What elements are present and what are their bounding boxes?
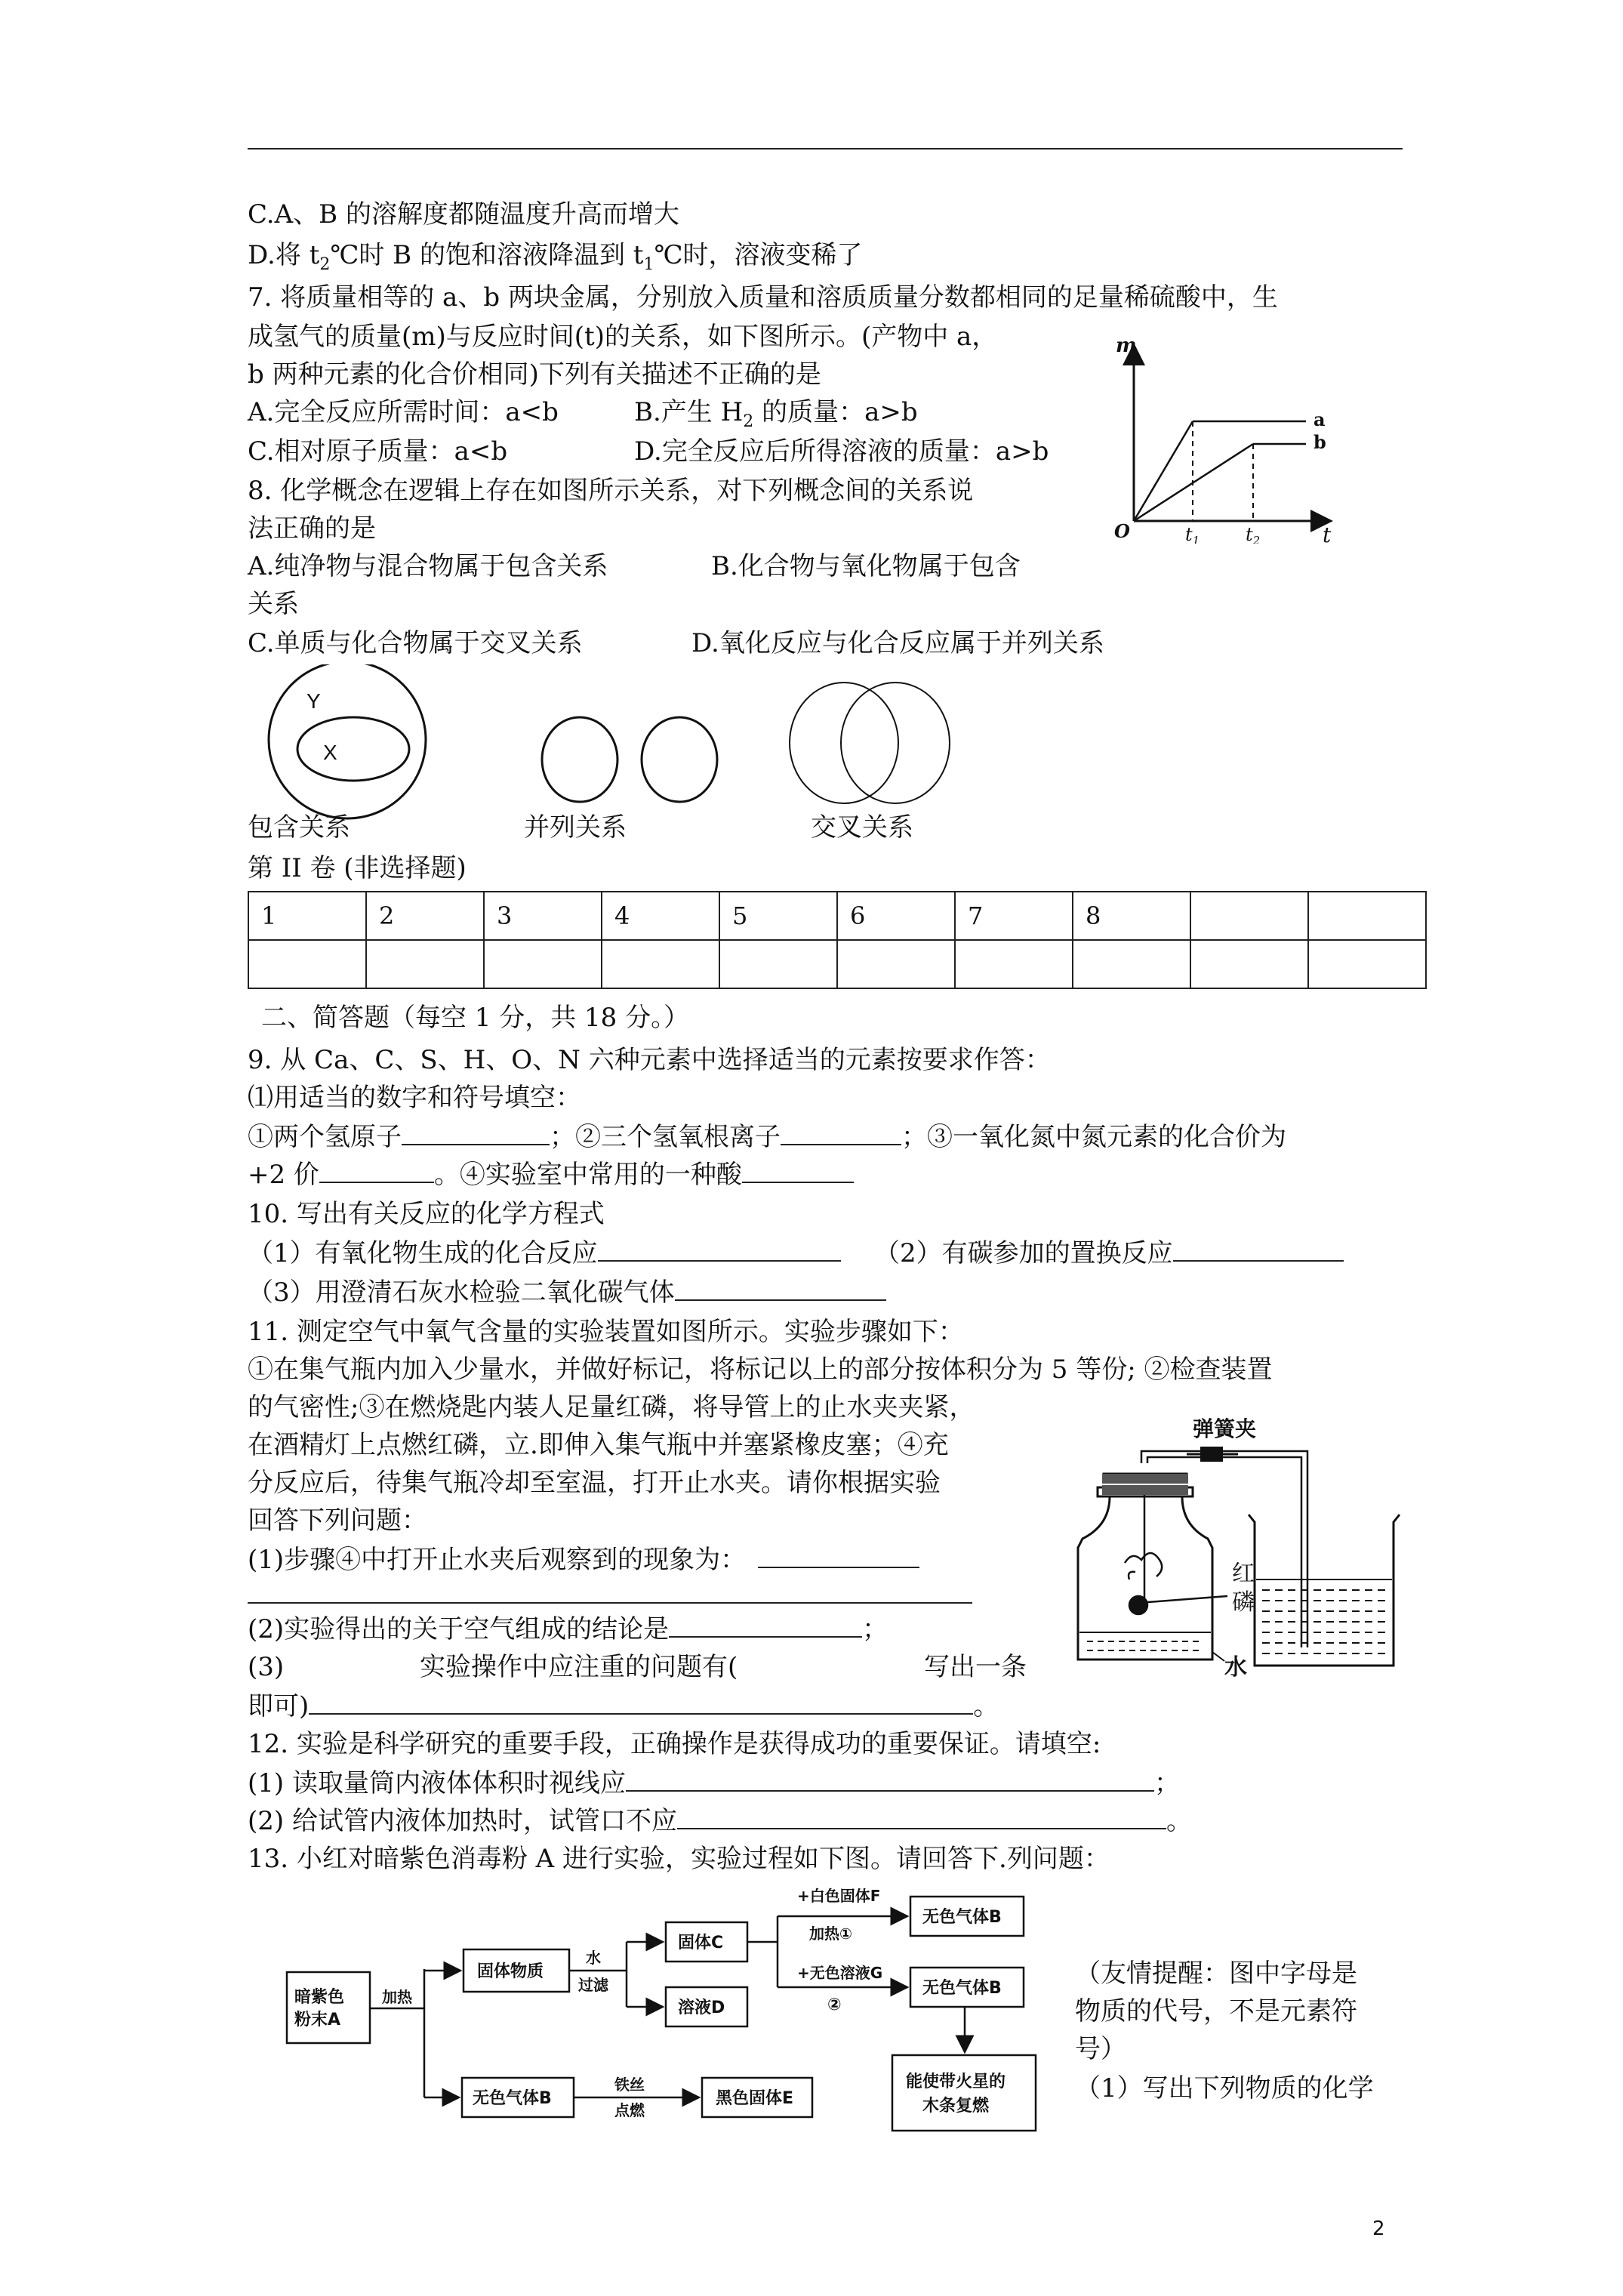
phosphorus-pointer: [1147, 1596, 1227, 1602]
q11-question-3-hint: 写出一条: [924, 1652, 1027, 1682]
answer-cell[interactable]: [719, 940, 837, 988]
q9-line4: +2 价 。④实验室中常用的一种酸: [248, 1158, 854, 1191]
q11-blank-2[interactable]: [669, 1613, 862, 1638]
answer-cell[interactable]: [955, 940, 1073, 988]
q7-stem-line3: b 两种元素的化合价相同)下列有关描述不正确的是: [248, 359, 821, 390]
water-label: 水: [1224, 1654, 1247, 1681]
gas-b-top-label: 无色气体B: [922, 1908, 1002, 1927]
q11-blank-3[interactable]: [309, 1690, 973, 1715]
q11-step-line2: ①在集气瓶内加入少量水，并做好标记，将标记以上的部分按体积分为 5 等份; ②检查装置: [248, 1354, 1273, 1385]
q10-part2: （2）有碳参加的置换反应: [874, 1237, 1344, 1270]
water-pointer: [1212, 1652, 1224, 1661]
q11-blank-1[interactable]: [758, 1544, 919, 1568]
q7-option-c: C.相对原子质量：a<b: [248, 436, 508, 467]
q9-line3: ①两个氢原子 ；②三个氢氧根离子 ；③一氧化氮中氮元素的化合价为: [248, 1122, 1286, 1152]
page-number: 2: [1372, 2217, 1385, 2240]
q10-stem: 10. 写出有关反应的化学方程式: [248, 1199, 605, 1229]
q7-option-a: A.完全反应所需时间：a<b: [248, 397, 559, 427]
filter-label: 过滤: [578, 1976, 608, 1994]
parallel-left-circle: [542, 717, 617, 802]
reagent-g-label: +无色溶液G: [797, 1964, 883, 1982]
answer-cell[interactable]: [1073, 940, 1190, 988]
answer-cell[interactable]: [1190, 940, 1308, 988]
q12-blank-2[interactable]: [677, 1805, 1166, 1829]
t1-label: $t_1$: [1185, 524, 1200, 544]
answer-table: [248, 891, 1427, 989]
q9-sub1: ⑴用适当的数字和符号填空：: [248, 1083, 581, 1113]
q7-option-d: D.完全反应后所得溶液的质量：a>b: [634, 436, 1049, 467]
relight-line2: 木条复燃: [922, 2097, 990, 2116]
powder-a-line2: 粉末A: [294, 2011, 341, 2029]
answer-table-header-cell: 2: [366, 892, 484, 940]
solid-e-label: 黑色固体E: [716, 2089, 794, 2108]
y-axis-label: m: [1116, 334, 1137, 357]
answer-table-header-cell: 3: [484, 892, 602, 940]
venn-label-parallel: 并列关系: [524, 812, 627, 843]
q13-part1: （1）写出下列物质的化学: [1075, 2073, 1374, 2103]
gas-b-bottom-label: 无色气体B: [473, 2089, 552, 2108]
answer-cell[interactable]: [484, 940, 602, 988]
box-relight: [892, 2055, 1036, 2131]
gas-b-mid-label: 无色气体B: [922, 1979, 1002, 1998]
answer-table-header-row: [248, 892, 1426, 940]
q11-stem: 11. 测定空气中氧气含量的实验装置如图所示。实验步骤如下：: [248, 1317, 964, 1347]
venn-label-containment: 包含关系: [248, 812, 350, 843]
answer-cell[interactable]: [366, 940, 484, 988]
phosphorus-label-2: 磷: [1232, 1589, 1255, 1616]
q13-note-line3: 号）: [1075, 2034, 1126, 2064]
q8-option-c: C.单质与化合物属于交叉关系: [248, 628, 583, 658]
q9-blank-2[interactable]: [781, 1121, 901, 1145]
answer-table-header-cell: 4: [602, 892, 719, 940]
containment-inner-ellipse: [297, 717, 409, 781]
q8-stem-line2: 法正确的是: [248, 513, 376, 544]
x-axis-label: t: [1323, 522, 1332, 544]
q8-option-d: D.氧化反应与化合反应属于并列关系: [691, 628, 1104, 658]
q8-stem-line1: 8. 化学概念在逻辑上存在如图所示关系，对下列概念间的关系说: [248, 476, 974, 506]
q10-blank-3[interactable]: [675, 1277, 886, 1301]
combustion-spoon: [1125, 1495, 1162, 1614]
phosphorus-label-1: 红: [1232, 1561, 1255, 1587]
q12-stem: 12. 实验是科学研究的重要手段，正确操作是获得成功的重要保证。请填空:: [248, 1729, 1101, 1759]
cross-right-circle: [841, 683, 950, 803]
heat-1-label: 加热①: [809, 1925, 852, 1943]
q13-note-line2: 物质的代号，不是元素符: [1075, 1996, 1357, 2026]
bottle-water: [1079, 1632, 1211, 1650]
venn-label-cross: 交叉关系: [811, 812, 913, 843]
answer-table-header-cell: 8: [1073, 892, 1190, 940]
iron-wire-label: 铁丝: [614, 2076, 645, 2094]
solid-c-label: 固体C: [678, 1934, 724, 1952]
q10-part1: （1）有氧化物生成的化合反应: [248, 1237, 841, 1270]
q6-option-c: C.A、B 的溶解度都随温度升高而增大: [248, 199, 679, 230]
q11-step-line5: 分反应后，待集气瓶冷却至室温，打开止水夹。请你根据实验: [248, 1468, 941, 1498]
q8-option-b-cont: 关系: [248, 589, 299, 619]
q7-stem-line2: 成氢气的质量(m)与反应时间(t)的关系，如下图所示。(产物中 a，: [248, 322, 998, 352]
q11-blank-1-cont[interactable]: [248, 1602, 972, 1604]
powder-a-line1: 暗紫色: [294, 1988, 345, 2007]
answer-cell[interactable]: [602, 940, 719, 988]
q11-question-3-cont: 即可) 。: [248, 1691, 999, 1721]
q7-stem-line1: 7. 将质量相等的 a、b 两块金属，分别放入质量和溶质质量分数都相同的足量稀硫酸中，生: [248, 282, 1278, 313]
q10-blank-1[interactable]: [598, 1237, 841, 1262]
clamp-label: 弹簧夹: [1193, 1416, 1257, 1441]
step-2-label: ②: [827, 1996, 842, 2014]
q12-part1: (1) 读取量筒内液体体积时视线应 ；: [248, 1768, 1180, 1798]
q7-option-b: B.产生 $H_2$ 的质量：a>b: [634, 397, 918, 431]
q13-note-line1: （友情提醒：图中字母是: [1075, 1959, 1357, 1989]
water-label: 水: [586, 1949, 601, 1967]
answer-table-header-cell: 5: [719, 892, 837, 940]
parallel-right-circle: [642, 717, 717, 802]
containment-outer-circle: [269, 664, 426, 818]
set-x-label: X: [323, 741, 337, 764]
ignite-label: 点燃: [614, 2101, 645, 2119]
q8-option-b: B.化合物与氧化物属于包含: [711, 551, 1021, 581]
answer-cell[interactable]: [248, 940, 366, 988]
section2-title: 二、简答题（每空 1 分，共 18 分。）: [261, 1003, 690, 1033]
oxygen-apparatus-diagram: [1057, 1412, 1412, 1684]
answer-table-header-cell: 7: [955, 892, 1073, 940]
reagent-f-label: +白色固体F: [797, 1887, 881, 1905]
relight-line1: 能使带火星的: [906, 2073, 1006, 2091]
cross-left-circle: [790, 683, 898, 803]
q11-question-1: (1)步骤④中打开止水夹后观察到的现象为：: [248, 1543, 919, 1576]
q11-question-3: 实验操作中应注重的问题有(: [420, 1652, 738, 1682]
q9-blank-1[interactable]: [402, 1121, 550, 1145]
part2-title: 第 II 卷 (非选择题): [248, 853, 467, 883]
solution-d-label: 溶液D: [678, 1999, 725, 2017]
answer-table-header-cell: [1190, 892, 1308, 940]
beaker-water: [1256, 1579, 1392, 1653]
heat-label: 加热: [382, 1988, 412, 2006]
solid-substance-label: 固体物质: [477, 1962, 544, 1981]
q9-blank-3[interactable]: [319, 1159, 434, 1183]
q9-stem: 9. 从 Ca、C、S、H、O、N 六种元素中选择适当的元素按要求作答：: [248, 1045, 1051, 1075]
set-y-label: Y: [306, 689, 321, 713]
q11-step-line3: 的气密性;③在燃烧匙内装人足量红磷，将导管上的止水夹夹紧，: [248, 1392, 975, 1422]
box-powder-a: [287, 1972, 370, 2043]
answer-table-header-cell: 6: [837, 892, 955, 940]
q10-part3: （3）用澄清石灰水检验二氧化碳气体: [248, 1276, 886, 1309]
bottle-stopper: [1102, 1474, 1188, 1495]
q12-blank-1[interactable]: [626, 1767, 1154, 1792]
hydrogen-mass-graph: [1102, 332, 1344, 544]
a-curve-rise: [1134, 421, 1193, 521]
q11-question-3-num: (3): [248, 1652, 285, 1682]
answer-cell[interactable]: [1308, 940, 1426, 988]
beaker: [1249, 1515, 1400, 1666]
q10-blank-2[interactable]: [1173, 1237, 1344, 1262]
answer-cell[interactable]: [837, 940, 955, 988]
line-b-label: b: [1313, 431, 1326, 453]
origin-label: O: [1114, 520, 1130, 542]
q11-step-line4: 在酒精灯上点燃红磷，立.即伸入集气瓶中并塞紧橡皮塞；④充: [248, 1430, 949, 1460]
q8-option-a: A.纯净物与混合物属于包含关系: [248, 551, 608, 581]
reaction-flowchart: [279, 1880, 1064, 2137]
header-rule: [248, 148, 1403, 149]
q11-step-line6: 回答下列问题：: [248, 1505, 427, 1536]
q6-option-d: D.将 $t_2℃$时 B 的饱和溶液降温到 $t_1℃$时，溶液变稀了: [248, 240, 863, 274]
answer-table-answer-row: [248, 940, 1426, 988]
t2-label: $t_2$: [1246, 524, 1261, 544]
q11-question-2: (2)实验得出的关于空气组成的结论是 ；: [248, 1614, 888, 1644]
q12-part2: (2) 给试管内液体加热时，试管口不应 。: [248, 1806, 1192, 1836]
answer-table-header-cell: [1308, 892, 1426, 940]
answer-table-header-cell: 1: [248, 892, 366, 940]
q13-stem: 13. 小红对暗紫色消毒粉 A 进行实验，实验过程如下图。请回答下.列问题：: [248, 1844, 1110, 1874]
q9-blank-4[interactable]: [742, 1159, 854, 1183]
line-a-label: a: [1313, 408, 1326, 430]
